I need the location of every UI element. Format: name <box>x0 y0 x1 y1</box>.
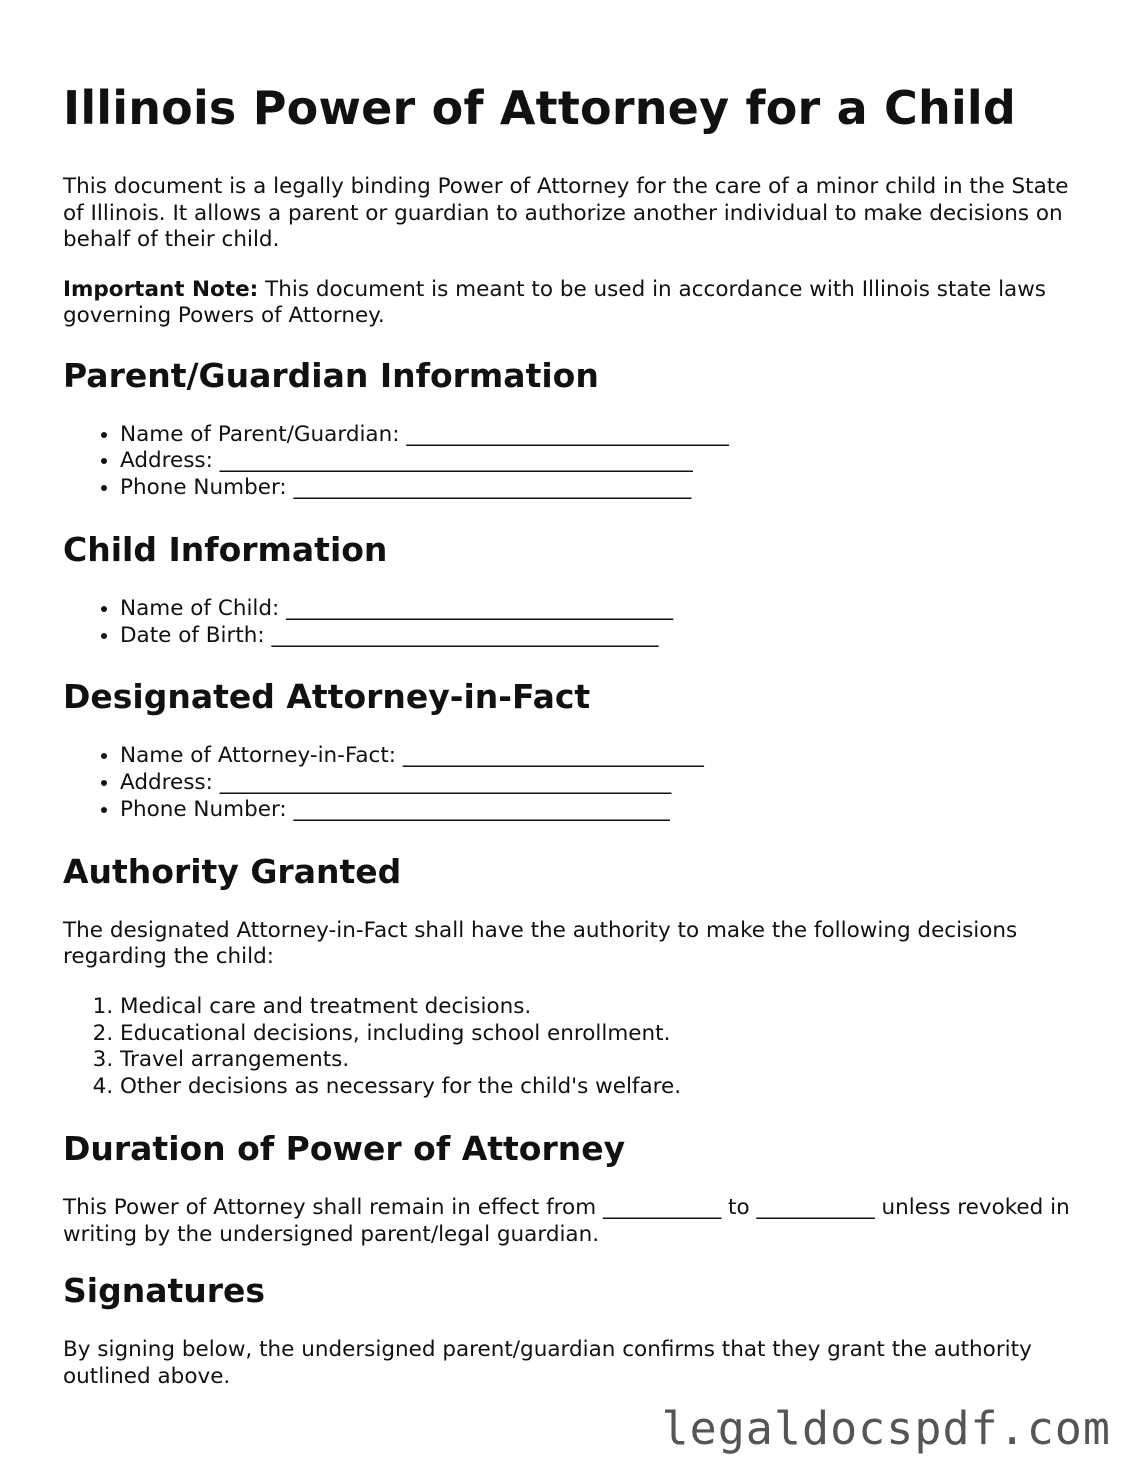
authority-item: 1. Medical care and treatment decisions. <box>120 994 1083 1021</box>
attorney-in-fact-heading: Designated Attorney-in-Fact <box>63 677 591 717</box>
parent-name-field: • Name of Parent/Guardian: ______________________________ <box>120 422 1083 449</box>
duration-text: This Power of Attorney shall remain in effect from ___________ to ___________ unless revoked in writing by the undersigned parent/legal guardian. <box>63 1195 1070 1247</box>
child-dob-field: • Date of Birth: ____________________________________ <box>120 623 1083 650</box>
parent-address-field: • Address: ____________________________________________ <box>120 448 1083 475</box>
child-information-heading: Child Information <box>63 529 388 569</box>
child-name-field: • Name of Child: ____________________________________ <box>120 596 1083 623</box>
attorney-name-field: • Name of Attorney-in-Fact: ____________________________ <box>120 743 1083 770</box>
attorney-address-field: • Address: __________________________________________ <box>120 770 1083 797</box>
attorney-in-fact-fields <box>63 743 1083 823</box>
authority-item: 2. Educational decisions, including school enrollment. <box>120 1021 1083 1048</box>
parent-phone-field: • Phone Number: _____________________________________ <box>120 475 1083 502</box>
duration-heading: Duration of Power of Attorney <box>63 1129 626 1169</box>
important-note-label: Important Note: <box>63 276 259 302</box>
document-title: Illinois Power of Attorney for a Child <box>63 81 1017 135</box>
attorney-phone-field: • Phone Number: ___________________________________ <box>120 797 1083 824</box>
authority-item: 3. Travel arrangements. <box>120 1047 1083 1074</box>
document-page <box>63 80 1083 1413</box>
signatures-heading: Signatures <box>63 1271 266 1311</box>
parent-guardian-fields <box>63 422 1083 502</box>
parent-guardian-heading: Parent/Guardian Information <box>63 355 599 395</box>
child-information-fields <box>63 596 1083 650</box>
authority-granted-heading: Authority Granted <box>63 851 402 891</box>
watermark-text: legaldocspdf.com <box>661 1402 1111 1455</box>
authority-intro: The designated Attorney-in-Fact shall have the authority to make the following decisions regarding the child: <box>63 917 1018 970</box>
authority-list <box>63 994 1083 1101</box>
intro-paragraph: This document is a legally binding Power of Attorney for the care of a minor child in the State of Illinois. It allows a parent or guardian to authorize another individual to make decisions on behalf of their child. <box>63 174 1069 252</box>
signatures-text: By signing below, the undersigned parent/guardian confirms that they grant the authority outlined above. <box>63 1337 1032 1389</box>
authority-item: 4. Other decisions as necessary for the child's welfare. <box>120 1074 1083 1101</box>
important-note-text: This document is meant to be used in accordance with Illinois state laws governing Powers of Attorney. <box>63 276 1047 328</box>
important-note <box>63 277 1083 330</box>
